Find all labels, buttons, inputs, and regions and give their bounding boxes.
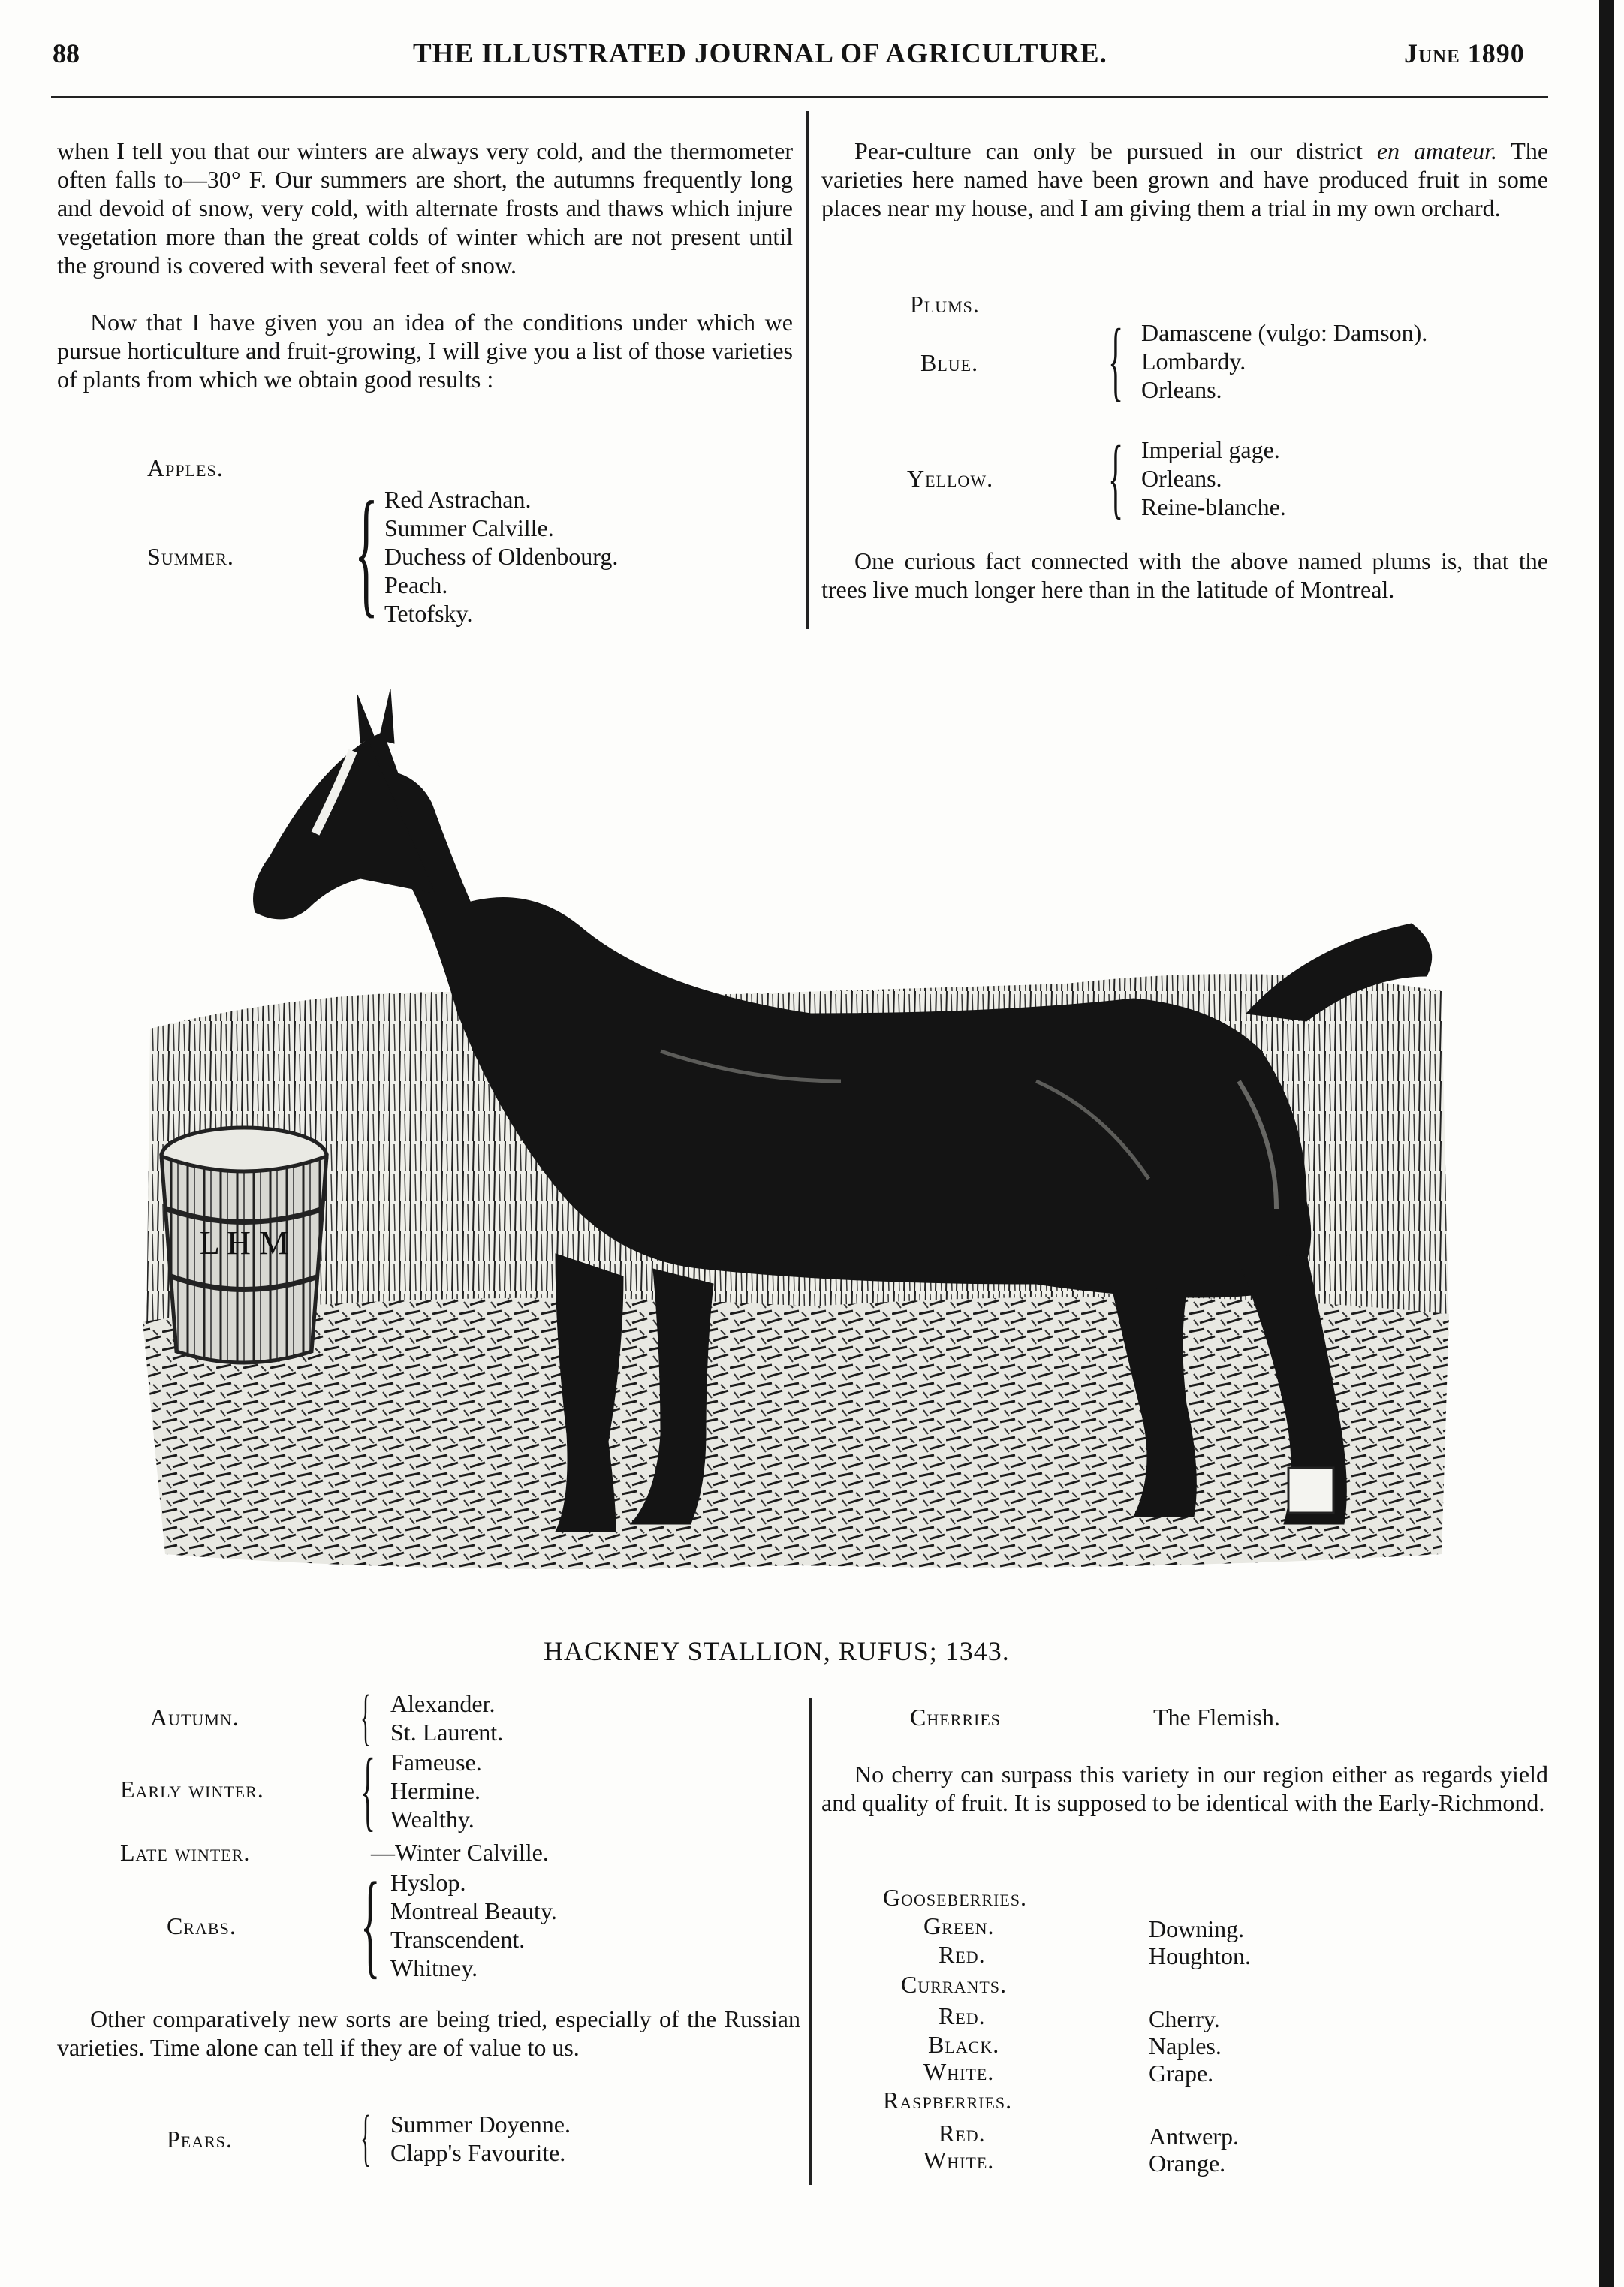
list-item: Duchess of Oldenbourg. xyxy=(384,543,619,570)
rasp-white-value: Orange. xyxy=(1149,2150,1226,2177)
blue-list xyxy=(1141,318,1427,404)
list-item: Tetofsky. xyxy=(384,600,473,627)
list-item: Hermine. xyxy=(390,1777,481,1804)
pears-italic: en amateur. xyxy=(1376,137,1497,164)
currants-heading: Currants. xyxy=(901,1971,1008,1998)
rasp-white-label: White. xyxy=(923,2147,995,2174)
list-item: Orleans. xyxy=(1141,465,1222,492)
currant-red-value: Cherry. xyxy=(1149,2005,1220,2032)
list-item: Peach. xyxy=(384,571,448,598)
list-item: Fameuse. xyxy=(390,1749,482,1776)
list-item: Orleans. xyxy=(1141,376,1222,403)
yellow-label: Yellow. xyxy=(907,465,994,492)
pears-brace: { xyxy=(360,2103,372,2173)
list-item: Damascene (vulgo: Damson). xyxy=(1141,319,1428,346)
list-item: Hyslop. xyxy=(390,1869,466,1896)
late-winter-item: —Winter Calville. xyxy=(371,1839,549,1866)
blue-label: Blue. xyxy=(920,349,979,376)
list-item: St. Laurent. xyxy=(390,1719,504,1746)
goose-green-value: Downing. xyxy=(1149,1915,1245,1942)
column-rule-bottom xyxy=(809,1698,812,2185)
goose-red-label: Red. xyxy=(939,1941,986,1968)
summer-label: Summer. xyxy=(147,543,234,570)
crabs-list xyxy=(390,1868,557,1982)
header-rule xyxy=(51,96,1548,98)
cherries-label: Cherries xyxy=(910,1704,1002,1731)
currant-white-label: White. xyxy=(923,2058,995,2085)
currant-black-label: Black. xyxy=(928,2031,1000,2058)
list-item: Summer Doyenne. xyxy=(390,2111,571,2138)
list-item: Reine-blanche. xyxy=(1141,493,1286,520)
bucket-letters: L H M xyxy=(199,1225,289,1261)
yellow-list xyxy=(1141,435,1286,521)
list-item: Red Astrachan. xyxy=(384,486,532,513)
apples-heading: Apples. xyxy=(147,454,224,481)
yellow-brace: { xyxy=(1108,427,1124,527)
list-item: Summer Calville. xyxy=(384,514,554,541)
right-paragraph-pears xyxy=(821,137,1548,222)
list-item: Transcendent. xyxy=(390,1926,526,1953)
figure-caption: HACKNEY STALLION, RUFUS; 1343. xyxy=(544,1636,1010,1666)
pears-intro: Pear-culture can only be pursued in our district xyxy=(854,137,1363,164)
bucket-drawing xyxy=(161,1128,327,1363)
column-rule-top xyxy=(806,111,809,629)
right-paragraph-cherry: No cherry can surpass this variety in our region either as regards yield and quality of fruit. It is supposed to be identical with the Early-Richmond. xyxy=(821,1761,1548,1816)
gooseberries-heading: Gooseberries. xyxy=(883,1884,1028,1911)
goose-red-value: Houghton. xyxy=(1149,1942,1251,1969)
engraving-illustration xyxy=(135,661,1457,1599)
right-paragraph-plums-fact: One curious fact connected with the above named plums is, that the trees live much longer here than in the latitude of Montreal. xyxy=(821,547,1548,603)
raspberries-heading: Raspberries. xyxy=(883,2087,1013,2114)
issue-date: June 1890 xyxy=(1404,38,1525,68)
list-item: Clapp's Favourite. xyxy=(390,2139,566,2166)
summer-brace: { xyxy=(354,473,378,631)
list-item: Lombardy. xyxy=(1141,348,1246,375)
journal-title: THE ILLUSTRATED JOURNAL OF AGRICULTURE. xyxy=(413,38,1107,69)
currant-white-value: Grape. xyxy=(1149,2060,1214,2087)
left-paragraph-2: Now that I have given you an idea of the conditions under which we pursue horticulture and fruit-growing, I will give you a list of those varieties of plants from which we obtain good results : xyxy=(57,309,793,393)
blue-brace: { xyxy=(1108,310,1124,410)
pears-list xyxy=(390,2110,571,2167)
crabs-label: Crabs. xyxy=(167,1912,237,1939)
list-item: Wealthy. xyxy=(390,1806,475,1833)
left-paragraph-other-sorts: Other comparatively new sorts are being tried, especially of the Russian varieties. Time alone can tell if they are of value to us. xyxy=(57,2005,800,2061)
goose-green-label: Green. xyxy=(923,1912,995,1939)
currant-black-value: Naples. xyxy=(1149,2032,1222,2060)
autumn-brace: { xyxy=(360,1683,372,1752)
list-item: Imperial gage. xyxy=(1141,436,1280,463)
list-item: Whitney. xyxy=(390,1954,478,1981)
summer-list xyxy=(384,485,618,628)
page-edge-shadow xyxy=(1599,0,1614,2287)
running-header xyxy=(53,38,1547,75)
pears-rest: The varieties here named have been grown and have produced fruit in some places near my house, and I am giving them a trial in my own orchard. xyxy=(821,137,1549,221)
currant-red-label: Red. xyxy=(939,2002,986,2029)
cherries-variety: The Flemish. xyxy=(1153,1704,1280,1731)
list-item: Montreal Beauty. xyxy=(390,1897,557,1924)
list-item: Alexander. xyxy=(390,1690,496,1717)
plums-heading: Plums. xyxy=(910,291,980,318)
rasp-red-label: Red. xyxy=(939,2120,986,2147)
autumn-label: Autumn. xyxy=(150,1704,240,1731)
left-paragraph-1: when I tell you that our winters are always very cold, and the thermometer often falls to—30° F. Our summers are short, the autumns frequently long and devoid of snow, very cold, with alternate frosts and thaws which injure vegetation more than the great colds of winter which are not present until the ground is covered with several feet of snow. xyxy=(57,137,793,279)
page-number: 88 xyxy=(53,38,80,68)
early-winter-list xyxy=(390,1748,482,1834)
early-winter-brace: { xyxy=(360,1740,376,1840)
late-winter-label: Late winter. xyxy=(120,1839,251,1866)
early-winter-label: Early winter. xyxy=(120,1776,264,1803)
crabs-brace: { xyxy=(360,1858,381,1990)
pears-label: Pears. xyxy=(167,2126,234,2153)
rasp-red-value: Antwerp. xyxy=(1149,2123,1239,2150)
autumn-list xyxy=(390,1689,503,1746)
